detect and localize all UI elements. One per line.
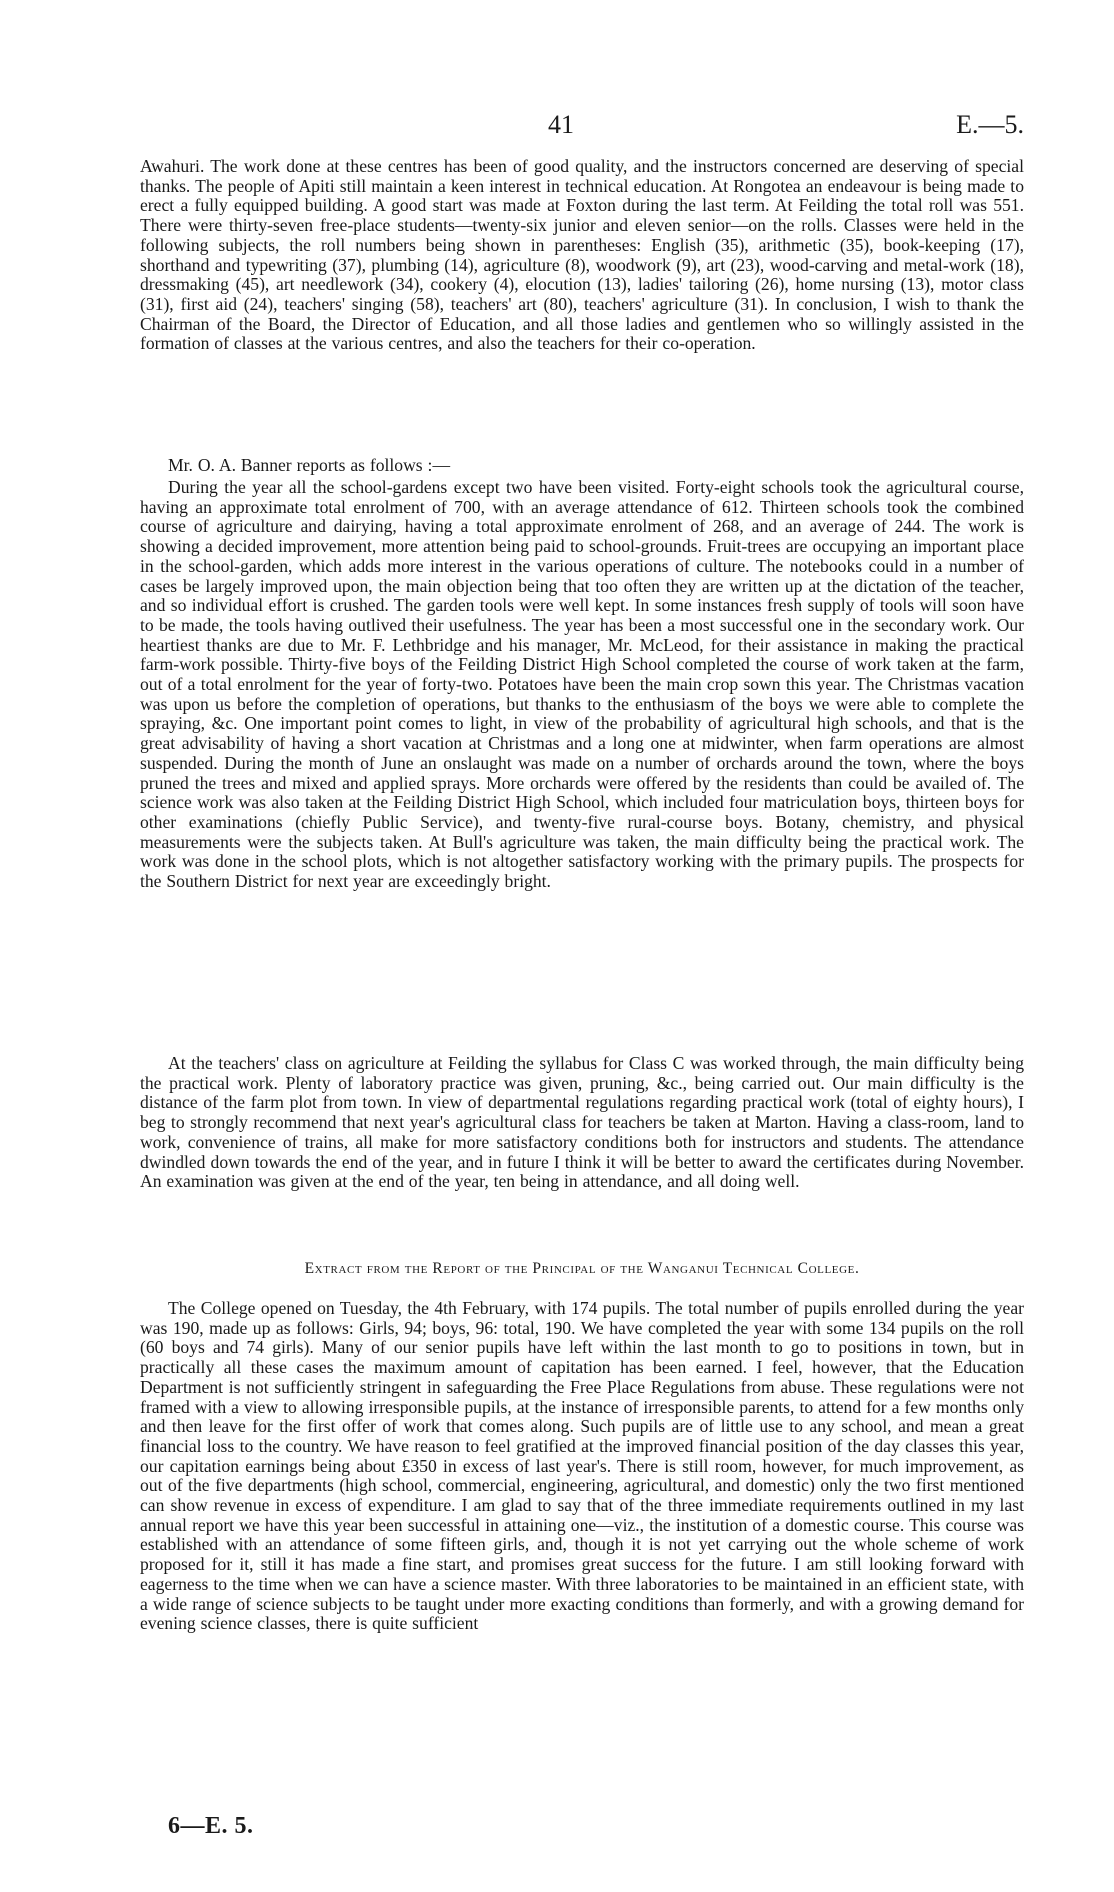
signature-mark: 6—E. 5. (168, 1813, 254, 1839)
body-paragraph-banner-intro (140, 456, 1024, 476)
body-paragraph-wanganui-college (140, 1299, 1024, 1634)
paragraph-text: During the year all the school-gardens except two have been visited. Forty-eight schools took the agricultural course, having an approximate total enrolment of 700, with an average attendance of 612. Thirteen schools took the combined course of agriculture and dairying, having a total approximate enrolment of 268, and an average of 244. The work is showing a decided improvement, more attention being paid to school-grounds. Fruit-trees are occupying an important place in the school-garden, which adds more interest in the various operations of culture. The notebooks could in a number of cases be largely improved upon, the main objection being that too often they are written up at the dictation of the teacher, and so individual effort is crushed. The garden tools were well kept. In some instances fresh supply of tools will soon have to be made, the tools having outlived their usefulness. The year has been a most successful one in the secondary work. Our heartiest thanks are due to Mr. F. Lethbridge and his manager, Mr. McLeod, for their assistance in making the practical farm-work possible. Thirty-five boys of the Feilding District High School completed the course of work taken at the farm, out of a total enrolment for the year of forty-two. Potatoes have been the main crop sown this year. The Christmas vacation was upon us before the completion of operations, but thanks to the enthusiasm of the boys we were able to complete the spraying, &c. One important point comes to light, in view of the probability of agricultural high schools, and that is the great advisability of having a short vacation at Christmas and a long one at midwinter, when farm operations are almost suspended. During the month of June an onslaught was made on a number of orchards around the town, where the boys pruned the trees and mixed and applied sprays. More orchards were offered by the residents than could be availed of. The science work was also taken at the Feilding District High School, which included four matriculation boys, thirteen boys for other examinations (chiefly Public Service), and twenty-five rural-course boys. Botany, chemistry, and physical measurements were the subjects taken. At Bull's agriculture was taken, the main difficulty being the practical work. The work was done in the school plots, which is not altogether satisfactory working with the primary pupils. The prospects for the Southern District for next year are exceedingly bright. (140, 477, 1024, 892)
page-number: 41 (548, 110, 574, 139)
paragraph-text: At the teachers' class on agriculture at Feilding the syllabus for Class C was worked through, the main difficulty being the practical work. Plenty of laboratory practice was given, pruning, &c., being carried out. Our main difficulty is the distance of the farm plot from town. In view of departmental regulations regarding practical work (total of eighty hours), I beg to strongly recommend that next year's agricultural class for teachers be taken at Marton. Having a class-room, land to work, convenience of trains, all make for more satisfactory conditions both for instructors and students. The attendance dwindled down towards the end of the year, and in future I think it will be better to award the certificates during November. An examination was given at the end of the year, ten being in attendance, and all doing well. (140, 1053, 1024, 1192)
paragraph-text: Mr. O. A. Banner reports as follows :— (168, 455, 451, 475)
body-paragraph-awahuri (140, 157, 1024, 354)
paragraph-text: Awahuri. The work done at these centres has been of good quality, and the instructors concerned are deserving of special thanks. The people of Apiti still maintain a keen interest in technical education. At Rongotea an endeavour is being made to erect a fully equipped building. A good start was made at Foxton during the last term. At Feilding the total roll was 551. There were thirty-seven free-place students—twenty-six junior and eleven senior—on the rolls. Classes were held in the following subjects, the roll numbers being shown in parentheses: English (35), arithmetic (35), book-keeping (17), shorthand and typewriting (37), plumbing (14), agriculture (8), woodwork (9), art (23), wood-carving and metal-work (18), dressmaking (45), art needlework (34), cookery (4), elocution (13), ladies' tailoring (26), home nursing (13), motor class (31), first aid (24), teachers' singing (58), teachers' art (80), teachers' agriculture (31). In conclusion, I wish to thank the Chairman of the Board, the Director of Education, and all those ladies and gentlemen who so willingly assisted in the formation of classes at the various centres, and also the teachers for their co-operation. (140, 156, 1024, 354)
body-paragraph-school-gardens (140, 478, 1024, 892)
paragraph-text: The College opened on Tuesday, the 4th February, with 174 pupils. The total number of pupils enrolled during the year was 190, made up as follows: Girls, 94; boys, 96: total, 190. We have completed the year with some 134 pupils on the roll (60 boys and 74 girls). Many of our senior pupils have left within the last month to go to positions in town, but in practically all these cases the maximum amount of capitation has been earned. I feel, however, that the Education Department is not sufficiently stringent in safeguarding the Free Place Regulations from abuse. These regulations were not framed with a view to allowing irresponsible pupils, at the instance of irresponsible parents, to attend for a few months only and then leave for the first offer of work that comes along. Such pupils are of little use to any school, and mean a great financial loss to the country. We have reason to feel gratified at the improved financial position of the day classes this year, our capitation earnings being about £350 in excess of last year's. There is still room, however, for much improvement, as out of the five departments (high school, commercial, engineering, agricultural, and domestic) only the two first mentioned can show revenue in excess of expenditure. I am glad to say that of the three immediate requirements outlined in my last annual report we have this year been successful in attaining one—viz., the institution of a domestic course. This course was established with an attendance of some fifteen girls, and, though it is not yet carrying out the whole scheme of work proposed for it, still it has made a fine start, and promises great success for the future. I am still looking forward with eagerness to the time when we can have a science master. With three laboratories to be maintained in an efficient state, with a wide range of science subjects to be taught under more exacting conditions than formerly, and with a growing demand for evening science classes, there is quite sufficient (140, 1298, 1024, 1634)
body-paragraph-teachers-class (140, 1054, 1024, 1192)
document-reference: E.—5. (956, 110, 1024, 139)
section-heading: Extract from the Report of the Principal of the Wanganui Technical College. (304, 1260, 860, 1277)
